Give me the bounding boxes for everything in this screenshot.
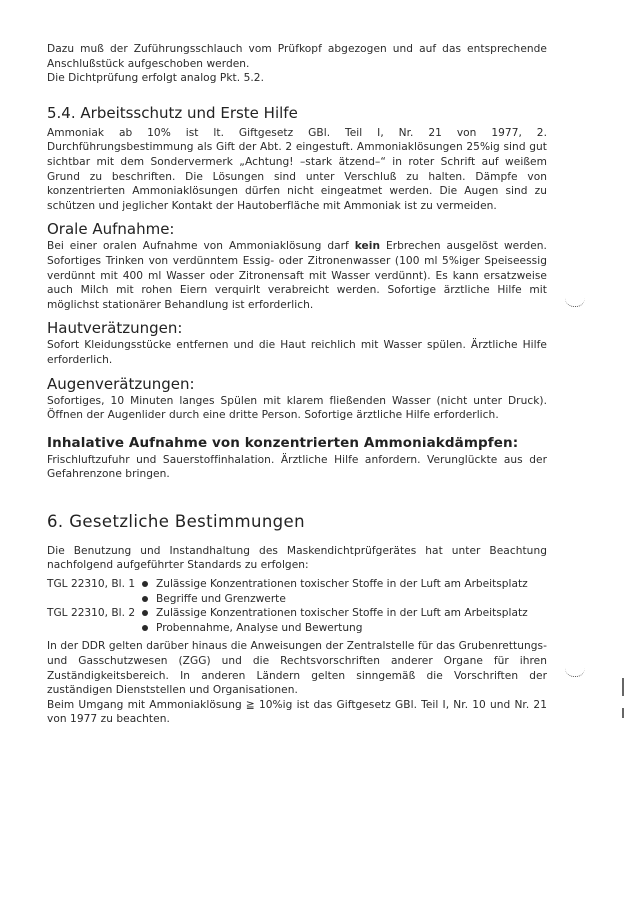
standard-row: [47, 577, 547, 606]
standard-code: TGL 22310, Bl. 2: [47, 607, 136, 620]
skin-heading: Hautverätzungen:: [47, 319, 183, 338]
bullet-icon: [138, 621, 156, 636]
standards-list: [47, 577, 547, 635]
standard-item: [138, 577, 547, 592]
skin-body: Sofort Kleidungsstücke entfernen und die Haut reichlich mit Wasser spülen. Ärztliche Hilfe erforderlich.: [47, 339, 547, 366]
standard-items: [138, 577, 547, 606]
standard-items: [138, 606, 547, 635]
oral-body: [47, 239, 547, 312]
eyes-heading: Augenverätzungen:: [47, 374, 195, 393]
inhalation-heading: Inhalative Aufnahme von konzentrierten Ammoniakdämpfen:: [47, 434, 519, 451]
standard-row: [47, 606, 547, 635]
standard-code: TGL 22310, Bl. 1: [47, 578, 136, 591]
oral-body-start: Bei einer oralen Aufnahme von Ammoniaklösung darf: [47, 240, 355, 253]
bullet-icon: [138, 577, 156, 592]
final-poison-law-paragraph: Beim Umgang mit Ammoniaklösung ≧ 10%ig ist das Giftgesetz GBl. Teil I, Nr. 10 und Nr. 21 von 1977 zu beachten.: [47, 698, 547, 726]
eyes-body: Sofortiges, 10 Minuten langes Spülen mit klarem fließenden Wasser (nicht unter Druck). Öffnen der Augenlider durch eine dritte Person. Sofortige ärztliche Hilfe erforderlich.: [47, 394, 547, 422]
section-5-4-body: Ammoniak ab 10% ist lt. Giftgesetz GBl. Teil I, Nr. 21 von 1977, 2. Durchführungsbestimmung als Gift der Abt. 2 eingestuft. Ammoniaklösungen 25%ig sind gut sichtbar mit dem Sondervermerk „Achtung! –stark ätzend–“ in roter Schrift auf weißem Grund zu beschriften. Die Lösungen sind unter Verschluß zu halten. Dämpfe von konzentrierten Ammoniaklösungen dürfen nicht eingeatmet werden. Die Augen sind zu schützen und jeglicher Kontakt der Hautoberfläche mit Ammoniak ist zu vermeiden.: [47, 126, 547, 212]
bullet-icon: [138, 606, 156, 621]
standard-item: [138, 606, 547, 621]
standard-item-text: Zulässige Konzentrationen toxischer Stoffe in der Luft am Arbeitsplatz: [156, 578, 528, 591]
standard-item-text: Probennahme, Analyse und Bewertung: [156, 621, 363, 634]
section-6-intro: Die Benutzung und Instandhaltung des Maskendichtprüfgerätes hat unter Beachtung nachfolgend aufgeführter Standards zu erfolgen:: [47, 544, 547, 572]
inhalation-body: Frischluftzufuhr und Sauerstoffinhalation. Ärztliche Hilfe anfordern. Verunglückte aus der Gefahrenzone bringen.: [47, 453, 547, 481]
bullet-icon: [138, 592, 156, 607]
margin-punch-mark: [565, 298, 585, 307]
document-page: [47, 42, 547, 727]
oral-body-emphasis: kein: [354, 240, 381, 253]
section-heading-5-4: 5.4. Arbeitsschutz und Erste Hilfe: [47, 103, 298, 122]
ddr-regulations-paragraph: In der DDR gelten darüber hinaus die Anweisungen der Zentralstelle für das Grubenrettungs- und Gasschutzwesen (ZGG) und die Rechtsvorschriften anderer Organe für ihren Zuständigkeitsbereich. In anderen Ländern gelten sinngemäß die Vorschriften der zuständigen Dienststellen und Organisationen.: [47, 640, 547, 697]
margin-punch-mark: [565, 668, 585, 677]
intro-paragraph: Dazu muß der Zuführungsschlauch vom Prüfkopf abgezogen und auf das entsprechende Anschlußstück aufgeschoben werden.: [47, 43, 547, 70]
standard-item-text: Begriffe und Grenzwerte: [156, 592, 286, 605]
standard-item: [138, 621, 547, 636]
edge-scan-mark: [622, 678, 624, 696]
edge-scan-mark: [622, 708, 624, 718]
standard-item: [138, 592, 547, 607]
standard-item-text: Zulässige Konzentrationen toxischer Stoffe in der Luft am Arbeitsplatz: [156, 607, 528, 620]
intro-paragraph-analog: Die Dichtprüfung erfolgt analog Pkt. 5.2.: [47, 72, 264, 85]
oral-heading: Orale Aufnahme:: [47, 220, 175, 239]
section-heading-6: 6. Gesetzliche Bestimmungen: [47, 511, 305, 531]
oral-body-end: Erbrechen ausgelöst werden. Sofortiges Trinken von verdünntem Essig- oder Zitronenwasser (100 ml 5%iger Speiseessig verdünnt mit 400 ml Wasser oder Zitronensaft mit Wasser verdünnt). Es kann ersatzweise auch Milch mit rohen Eiern verquirlt verabreicht werden. Sofortige ärztliche Hilfe mit möglichst stationärer Behandlung ist erforderlich.: [47, 240, 547, 311]
